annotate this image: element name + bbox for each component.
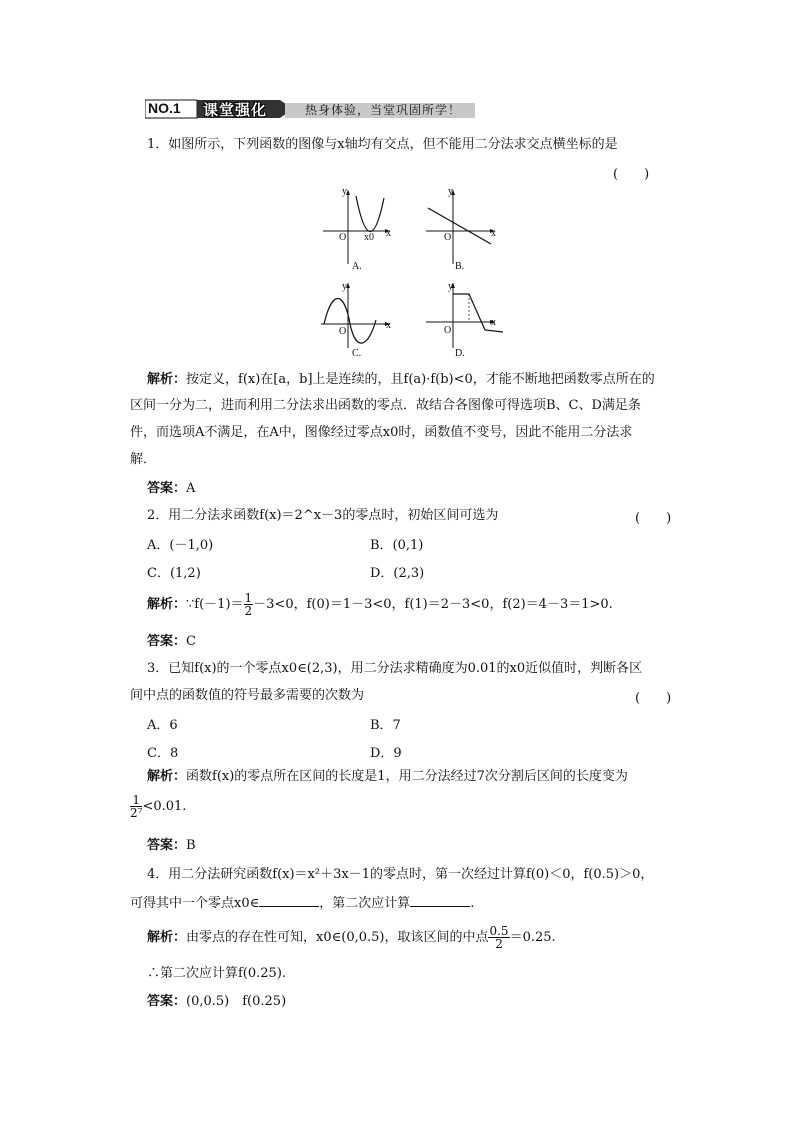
q4-answer-label: 答案： [147, 994, 187, 1009]
q4-frac-den: 2 [495, 937, 503, 951]
q4-frac-num: 0.5 [489, 924, 509, 938]
q3-analysis-l1 [147, 768, 628, 786]
graph-a [318, 186, 393, 266]
graph-c-y: y [342, 281, 347, 292]
q4-stem-l2 [130, 894, 474, 913]
graph-a-y: y [342, 186, 347, 197]
q2-analysis-post: －3<0，f(0)＝1－3<0，f(1)＝2－3<0，f(2)＝4－3＝1>0. [253, 597, 613, 612]
q3-stem-l1: 3．已知f(x)的一个零点x0∈(2,3)，用二分法求精确度为0.01的x0近似值时，判断各区 [147, 661, 643, 676]
q1-stem: 1．如图所示，下列函数的图像与x轴均有交点，但不能用二分法求交点横坐标的是 [147, 137, 618, 152]
header-no: NO.1 [148, 100, 181, 116]
q2-analysis-pre: ∵f(－1)＝ [186, 597, 244, 612]
q1-answer-value: A [186, 481, 196, 496]
graph-b-label: B. [455, 261, 465, 272]
q3-analysis-text1: 函数f(x)的零点所在区间的长度是1，用二分法经过7次分割后区间的长度变为 [186, 769, 628, 784]
q1-analysis-l2: 区间一分为二，进而利用二分法求出函数的零点．故结合各图像可得选项B、C、D满足条 [130, 398, 641, 413]
q2-option-b: B．(0,1) [370, 538, 424, 553]
q2-fraction [244, 592, 254, 617]
graph-c-x: x [386, 320, 391, 331]
q2-answer [147, 633, 196, 651]
q2-option-a: A．(－1,0) [147, 538, 214, 553]
q2-answer-value: C [186, 634, 196, 649]
q3-analysis-label: 解析： [147, 769, 187, 784]
q1-analysis-text1: 按定义，f(x)在[a，b]上是连续的，且f(a)·f(b)<0，才能不断地把函数零点所在的 [186, 372, 655, 387]
q1-analysis-label: 解析： [147, 372, 187, 387]
graph-b-y: y [448, 186, 453, 197]
q3-frac-num: 1 [130, 794, 142, 807]
header-title: 课堂强化 [203, 101, 268, 119]
q3-option-c: C．8 [147, 746, 179, 761]
q4-analysis [147, 925, 556, 951]
q4-conclusion: ∴第二次应计算f(0.25). [147, 966, 287, 981]
q1-answer-label: 答案： [147, 481, 187, 496]
q3-frac-den: 2⁷ [130, 806, 143, 820]
q3-answer [147, 837, 196, 855]
graph-a-x: x [386, 228, 391, 239]
graph-a-zero: x0 [364, 232, 374, 243]
q2-answer-label: 答案： [147, 634, 187, 649]
q2-paren: ( ) [635, 511, 672, 526]
q3-analysis-text2: <0.01. [142, 799, 187, 814]
graph-c-origin: O [339, 326, 347, 337]
graph-c-label: C. [352, 348, 362, 359]
graph-a-origin: O [339, 232, 347, 243]
graph-d-origin: O [444, 325, 452, 336]
q3-analysis-l2 [130, 794, 186, 820]
q3-fraction [130, 794, 142, 819]
q4-analysis-pre: 由零点的存在性可知，x0∈(0,0.5)，取该区间的中点 [186, 930, 489, 945]
q4-analysis-post: ＝0.25. [509, 930, 556, 945]
graph-a-label: A. [352, 261, 362, 272]
graph-d-y: y [448, 281, 453, 292]
q2-frac-num: 1 [244, 591, 253, 605]
graph-d [423, 280, 505, 350]
q3-option-d: D．9 [370, 746, 402, 761]
header-subtitle: 热身体验，当堂巩固所学！ [305, 103, 462, 117]
q4-stem-l2a: 可得其中一个零点x0∈ [130, 896, 260, 911]
q4-answer-value: (0,0.5) f(0.25) [186, 994, 287, 1009]
q4-blank-2[interactable] [410, 894, 470, 907]
q4-fraction [488, 925, 509, 950]
q4-analysis-label: 解析： [147, 930, 187, 945]
q2-option-d: D．(2,3) [370, 566, 425, 581]
q2-frac-den: 2 [244, 604, 253, 618]
graph-d-label: D. [455, 348, 465, 359]
q3-option-a: A．6 [147, 718, 178, 733]
graph-b-x: x [491, 228, 496, 239]
q1-analysis-l3: 件，而选项A不满足，在A中，图像经过零点x0时，函数值不变号，因此不能用二分法求 [130, 425, 633, 440]
graph-d-x: x [491, 317, 496, 328]
q1-analysis-l1 [147, 371, 655, 389]
q2-analysis-label: 解析： [147, 597, 187, 612]
q4-blank-1[interactable] [259, 894, 319, 907]
q4-stem-l2b: ，第二次应计算 [319, 896, 411, 911]
q4-stem-l1: 4．用二分法研究函数f(x)＝x²＋3x－1的零点时，第一次经过计算f(0)＜0，f(0.5)＞0， [147, 867, 654, 882]
q2-option-c: C．(1,2) [147, 566, 201, 581]
q1-analysis-l4: 解． [130, 452, 157, 467]
q1-answer [147, 480, 195, 498]
q2-stem: 2．用二分法求函数f(x)＝2^x－3的零点时，初始区间可选为 [147, 508, 499, 523]
q3-stem-l2: 间中点的函数值的符号最多需要的次数为 [130, 688, 365, 703]
q4-stem-l2c: . [470, 896, 475, 911]
graph-b [423, 186, 498, 266]
q1-paren: ( ) [613, 167, 650, 182]
q3-paren: ( ) [635, 691, 672, 706]
section-header [145, 99, 475, 119]
q2-analysis [147, 592, 613, 618]
q3-answer-label: 答案： [147, 838, 187, 853]
graph-b-origin: O [444, 232, 452, 243]
q3-answer-value: B [186, 838, 196, 853]
q4-answer [147, 993, 286, 1011]
graph-c [318, 280, 393, 350]
q3-option-b: B．7 [370, 718, 401, 733]
